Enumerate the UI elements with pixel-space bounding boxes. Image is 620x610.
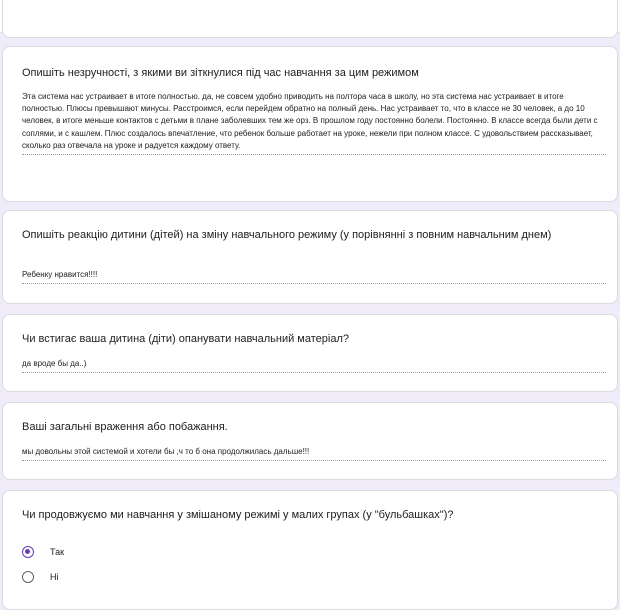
question-title: Чи встигає ваша дитина (діти) опанувати навчальний матеріал?	[22, 333, 349, 345]
radio-unchecked-icon[interactable]	[22, 571, 34, 583]
question-title: Ваші загальні враження або побажання.	[22, 421, 228, 433]
radio-option-label: Так	[50, 547, 65, 557]
radio-checked-icon[interactable]	[22, 546, 34, 558]
question-card	[2, 210, 618, 304]
question-title: Опишіть реакцію дитини (дітей) на зміну навчального режиму (у порівнянні з повним навчальним днем)	[22, 229, 552, 241]
previous-question-card	[2, 0, 618, 38]
answer-text: мы довольны этой системой и хотели бы ,ч то б она продолжилась дальше!!!	[22, 446, 606, 461]
question-title: Чи продовжуємо ми навчання у змішаному режимі у малих групах (у "бульбашках")?	[22, 509, 454, 521]
answer-text: да вроде бы да..)	[22, 358, 606, 373]
question-title: Опишіть незручності, з якими ви зіткнулися під час навчання за цим режимом	[22, 67, 419, 79]
answer-text: Ребенку нравится!!!!	[22, 269, 606, 284]
answer-text: Эта система нас устраивает в итоге полностью. да, не совсем удобно приводить на полтора часа в школу, но эта система нас устраивает в итоге полностью. Плюсы превышают минусы. Расстроимся, если перейдем обратно на полный день. Нас устраивает то, что в классе не 30 человек, а до 10 человек, в итоге меньше контактов с детьми в плане заболевших тем же орз. В прошлом году постоянно болели. Постоянно. В классе всегда были дети с соплями, и с кашлем. Плюс создалось впечатление, что ребенок больше работает на уроке, нежели при полном классе. С удовольствием рассказывает, сколько раз отвечала на уроке и радуется каждому ответу.	[22, 91, 606, 155]
radio-option-label: Ні	[50, 572, 59, 582]
question-card	[2, 314, 618, 392]
question-card	[2, 46, 618, 202]
question-card	[2, 402, 618, 480]
question-card	[2, 490, 618, 610]
